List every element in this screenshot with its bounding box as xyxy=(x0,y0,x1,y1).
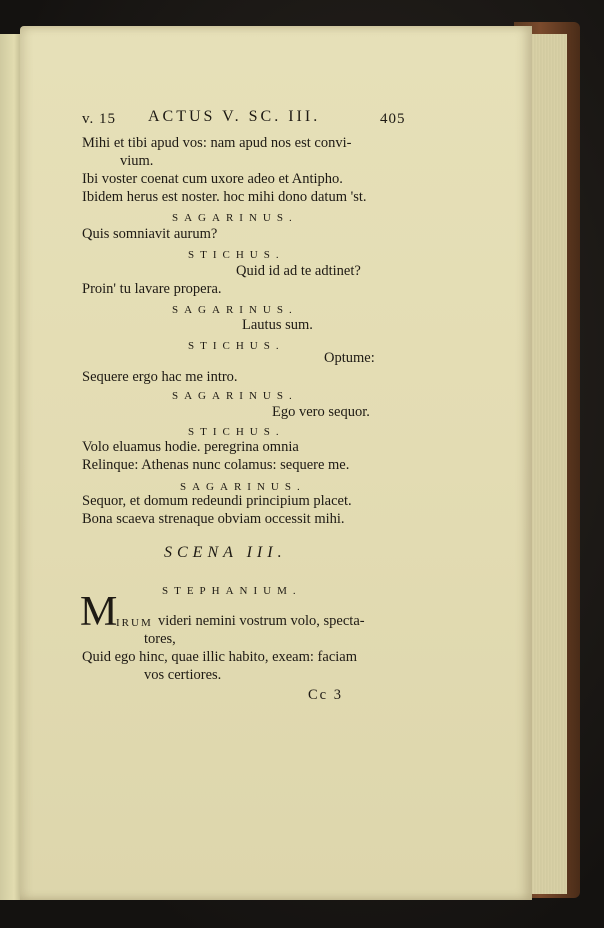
text-line: Mihi et tibi apud vos: nam apud nos est convi- xyxy=(82,135,352,151)
text-line: Quis somniavit aurum? xyxy=(82,226,218,242)
text-line: Ego vero sequor. xyxy=(272,404,370,420)
speaker-name: STICHUS. xyxy=(188,340,285,352)
speaker-name: SAGARINUS. xyxy=(180,481,306,493)
speaker-name: STEPHANIUM. xyxy=(162,585,302,597)
text-line: vos certiores. xyxy=(144,667,222,683)
text-line: videri nemini vostrum volo, specta- xyxy=(158,613,365,629)
book-page xyxy=(20,26,532,900)
text-line: Relinque: Athenas nunc colamus: sequere me. xyxy=(82,457,350,473)
text-line: Bona scaeva strenaque obviam occessit mihi. xyxy=(82,511,345,527)
text-line: Volo eluamus hodie. peregrina omnia xyxy=(82,439,299,455)
first-word: IRUM xyxy=(116,617,153,629)
page-text xyxy=(20,26,532,900)
speaker-name: SAGARINUS. xyxy=(172,390,298,402)
verse-number: v. 15 xyxy=(82,111,117,127)
text-line: Quid ego hinc, quae illic habito, exeam: faciam xyxy=(82,649,357,665)
text-line: Ibi voster coenat cum uxore adeo et Antipho. xyxy=(82,171,343,187)
text-line: Sequor, et domum redeundi principium placet. xyxy=(82,493,352,509)
text-line: Optume: xyxy=(324,350,375,366)
text-line: Ibidem herus est noster. hoc mihi dono datum 'st. xyxy=(82,189,367,205)
page-edges xyxy=(528,34,567,894)
text-line: vium. xyxy=(120,153,154,169)
text-line: Sequere ergo hac me intro. xyxy=(82,369,238,385)
text-line: tores, xyxy=(144,631,176,647)
speaker-name: SAGARINUS. xyxy=(172,304,298,316)
running-title: ACTUS V. SC. III. xyxy=(148,108,321,125)
text-line: Quid id ad te adtinet? xyxy=(236,263,361,279)
facing-page-edge xyxy=(0,34,21,900)
signature-mark: Cc 3 xyxy=(308,687,343,703)
speaker-name: STICHUS. xyxy=(188,249,285,261)
drop-cap: M xyxy=(80,589,118,635)
text-line: Proin' tu lavare propera. xyxy=(82,281,222,297)
speaker-name: STICHUS. xyxy=(188,426,285,438)
scene-title: SCENA III. xyxy=(164,544,287,561)
speaker-name: SAGARINUS. xyxy=(172,212,298,224)
text-line: Lautus sum. xyxy=(242,317,313,333)
page-number: 405 xyxy=(380,111,406,127)
